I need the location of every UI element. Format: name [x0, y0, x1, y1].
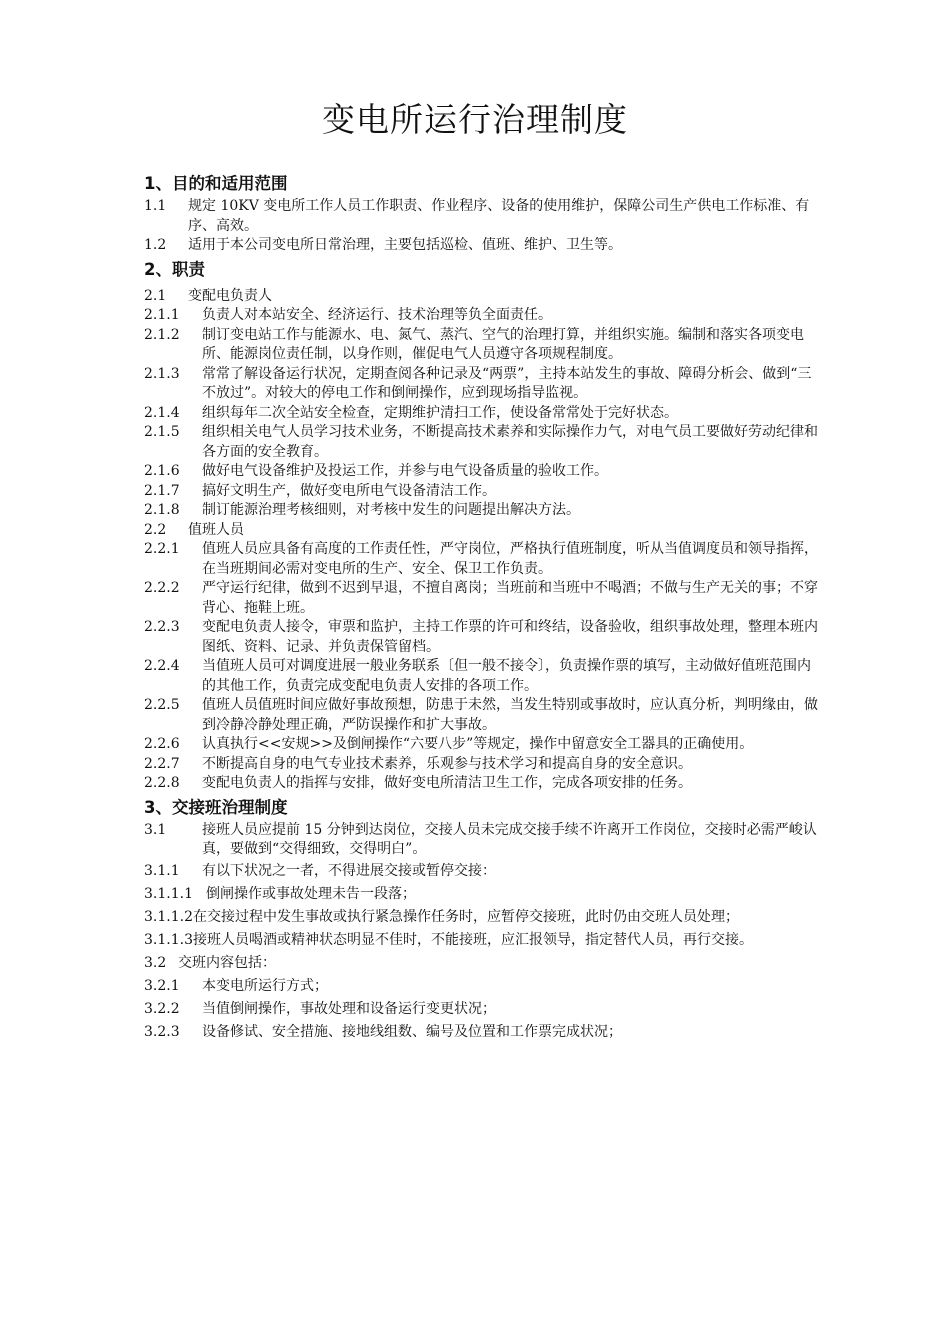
clause-2-1-4 [144, 404, 824, 424]
clause-text: 接班人员应提前 15 分钟到达岗位，交接人员未完成交接手续不许离开工作岗位，交接时必需严峻认真，要做到“交得细致，交得明白”。 [202, 821, 817, 857]
clause-2-2-4 [144, 657, 824, 696]
clause-text: 制订变电站工作与能源水、电、氮气、蒸汽、空气的治理打算，并组织实施。编制和落实各项变电所、能源岗位责任制，以身作则，催促电气人员遵守各项规程制度。 [202, 326, 804, 362]
clause-text: 当值班人员可对调度进展一般业务联系〔但一般不接令〕，负责操作票的填写，主动做好值班范围内的其他工作，负责完成变配电负责人安排的各项工作。 [202, 658, 811, 694]
clause-number: 3.1.1 [144, 862, 180, 879]
clause-2-2-8 [144, 774, 824, 794]
clause-text: 值班人员 [188, 521, 244, 538]
clause-number: 3.1 [144, 821, 167, 838]
clause-3-2-1 [144, 975, 824, 998]
document-body [144, 170, 824, 1044]
clause-number: 3.1.1.2 [144, 908, 193, 925]
clause-3-1 [144, 821, 824, 860]
clause-number: 2.1.7 [144, 482, 180, 499]
clause-3-1-1-2 [144, 906, 824, 929]
clause-text: 有以下状况之一者，不得进展交接或暂停交接： [202, 862, 496, 879]
clause-2-2-1 [144, 540, 824, 579]
section-heading-1: 1、目的和适用范围 [144, 174, 288, 193]
clause-number: 2.1 [144, 287, 167, 304]
clause-text: 接班人员喝酒或精神状态明显不佳时，不能接班，应汇报领导，指定替代人员，再行交接。 [192, 931, 753, 948]
clause-text: 当值倒闸操作，事故处理和设备运行变更状况； [202, 1000, 496, 1017]
section-heading-2: 2、职责 [144, 259, 205, 279]
clause-text: 在交接过程中发生事故或执行紧急操作任务时，应暂停交接班，此时仍由交班人员处理； [192, 908, 739, 925]
clause-2-1-6 [144, 462, 824, 482]
clause-number: 2.2.6 [144, 736, 180, 752]
clause-number: 2.2.5 [144, 697, 180, 713]
clause-number: 2.1.1 [144, 307, 180, 323]
clause-text: 值班人员应具备有高度的工作责任性，严守岗位，严格执行值班制度，听从当值调度员和领导指挥，在当班期间必需对变电所的生产、安全、保卫工作负责。 [202, 541, 818, 577]
clause-text: 交班内容包括： [178, 954, 276, 971]
clause-2-1-3 [144, 365, 824, 404]
clause-text: 搞好文明生产，做好变电所电气设备清洁工作。 [202, 482, 496, 499]
clause-3-1-1-3 [144, 929, 824, 952]
document-title: 变电所运行治理制度 [322, 100, 628, 139]
clause-text: 常常了解设备运行状况，定期查阅各种记录及“两票”，主持本站发生的事故、障碍分析会、做到“三不放过”。对较大的停电工作和倒闸操作，应到现场指导监视。 [202, 365, 812, 401]
clause-3-1-1 [144, 860, 824, 883]
clause-2-2-3 [144, 618, 824, 657]
clause-number: 2.1.4 [144, 404, 180, 421]
clause-number: 3.1.1.3 [144, 931, 193, 948]
clause-number: 3.2.3 [144, 1023, 180, 1040]
clause-2-1-7 [144, 482, 824, 502]
clause-number: 2.1.8 [144, 502, 180, 518]
clause-number: 2.2.7 [144, 755, 180, 772]
clause-2-2-7 [144, 755, 824, 775]
clause-text: 严守运行纪律，做到不迟到早退，不擅自离岗；当班前和当班中不喝酒；不做与生产无关的事；不穿背心、拖鞋上班。 [202, 580, 818, 616]
clause-3-2-2 [144, 998, 824, 1021]
clause-2-2-2 [144, 579, 824, 618]
clause-text: 本变电所运行方式； [202, 977, 328, 994]
clause-1-1 [144, 197, 824, 236]
clause-number: 2.1.2 [144, 326, 180, 343]
clause-2-1-1 [144, 306, 824, 326]
clause-number: 2.2.3 [144, 619, 180, 635]
clause-number: 2.2.2 [144, 580, 180, 596]
clause-3-2 [144, 952, 824, 975]
clause-number: 1.2 [144, 237, 167, 253]
clause-number: 2.1.6 [144, 463, 180, 479]
clause-2-1-2 [144, 326, 824, 365]
clause-text: 制订能源治理考核细则，对考核中发生的问题提出解决方法。 [202, 502, 580, 518]
clause-text: 组织相关电气人员学习技术业务，不断提高技术素养和实际操作力气，对电气员工要做好劳动纪律和各方面的安全教育。 [202, 424, 818, 460]
clause-number: 3.2.2 [144, 1000, 180, 1017]
clause-text: 倒闸操作或事故处理未告一段落； [206, 885, 416, 902]
clause-text: 适用于本公司变电所日常治理，主要包括巡检、值班、维护、卫生等。 [188, 237, 622, 253]
clause-number: 2.2 [144, 521, 167, 538]
clause-2-1-5 [144, 423, 824, 462]
clause-2-1-8 [144, 501, 824, 521]
clause-2-1 [144, 287, 824, 307]
clause-number: 3.1.1.1 [144, 885, 193, 902]
clause-number: 1.1 [144, 198, 167, 214]
clause-number: 2.2.8 [144, 775, 180, 791]
clause-1-2 [144, 236, 824, 256]
clause-text: 不断提高自身的电气专业技术素养，乐观参与技术学习和提高自身的安全意识。 [202, 755, 692, 772]
clause-number: 3.2 [144, 954, 167, 971]
clause-2-2-5 [144, 696, 824, 735]
clause-number: 2.2.4 [144, 658, 180, 674]
clause-text: 变配电负责人 [188, 287, 272, 304]
clause-2-2-6 [144, 735, 824, 755]
clause-number: 2.1.5 [144, 424, 180, 440]
clause-text: 设备修试、安全措施、接地线组数、编号及位置和工作票完成状况； [202, 1023, 622, 1040]
clause-3-2-3 [144, 1021, 824, 1044]
clause-text: 值班人员值班时间应做好事故预想，防患于未然，当发生特别或事故时，应认真分析，判明缘由，做到冷静冷静处理正确，严防误操作和扩大事故。 [202, 697, 818, 733]
clause-text: 变配电负责人的指挥与安排，做好变电所清洁卫生工作，完成各项安排的任务。 [202, 775, 692, 791]
clause-number: 2.1.3 [144, 365, 180, 382]
clause-text: 变配电负责人接令，审票和监护，主持工作票的许可和终结，设备验收，组织事故处理，整理本班内图纸、资料、记录、并负责保管留档。 [202, 619, 818, 655]
clause-text: 规定 10KV 变电所工作人员工作职责、作业程序、设备的使用维护，保障公司生产供电工作标准、有序、高效。 [188, 198, 810, 234]
clause-text: 做好电气设备维护及投运工作，并参与电气设备质量的验收工作。 [202, 463, 608, 479]
section-heading-3: 3、交接班治理制度 [144, 797, 288, 817]
clause-2-2 [144, 521, 824, 541]
clause-text: 认真执行<<安规>>及倒闸操作“六要八步”等规定，操作中留意安全工器具的正确使用。 [202, 736, 754, 752]
clause-number: 3.2.1 [144, 977, 180, 994]
clause-text: 组织每年二次全站安全检查，定期维护清扫工作，使设备常常处于完好状态。 [202, 404, 678, 421]
clause-text: 负责人对本站安全、经济运行、技术治理等负全面责任。 [202, 307, 552, 323]
clause-number: 2.2.1 [144, 541, 180, 557]
clause-3-1-1-1 [144, 883, 824, 906]
